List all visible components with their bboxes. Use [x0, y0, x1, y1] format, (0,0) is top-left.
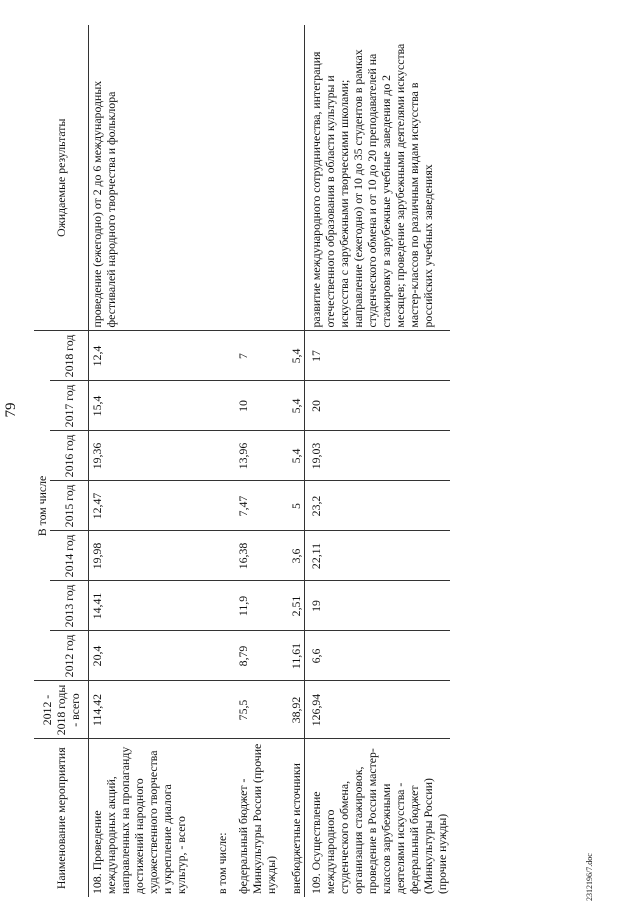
row-year-value: 19,36	[89, 431, 210, 481]
row-year-value: 5,4	[279, 381, 305, 431]
row-year-value	[209, 431, 230, 481]
row-year-value	[209, 331, 230, 381]
table-row	[209, 25, 230, 897]
row-year-value: 22,11	[305, 531, 451, 581]
row-total: 38,92	[279, 681, 305, 739]
page-number: 79	[3, 402, 19, 418]
row-total: 114,42	[89, 681, 210, 739]
row-year-value: 2,51	[279, 581, 305, 631]
row-year-value: 20,4	[89, 631, 210, 681]
row-year-value: 13,96	[230, 431, 279, 481]
row-year-value: 19	[305, 581, 451, 631]
row-year-value: 11,9	[230, 581, 279, 631]
row-year-value: 7	[230, 331, 279, 381]
header-results: Ожидаемые результаты	[34, 25, 89, 331]
header-year: 2013 год	[50, 581, 89, 631]
row-total	[209, 681, 230, 739]
row-name: в том числе:	[215, 832, 229, 894]
row-year-value: 10	[230, 381, 279, 431]
row-year-value	[209, 581, 230, 631]
row-name: внебюджетные источники	[279, 739, 305, 897]
row-year-value: 6,6	[305, 631, 451, 681]
row-year-value: 19,03	[305, 431, 451, 481]
row-result	[279, 25, 305, 331]
row-name: 108. Проведение международных акций, направленных на пропаганду достижений народного художественного творчества и укрепление диалога культур, - всего	[90, 746, 188, 894]
row-name: 109. Осуществление международного студенческого обмена, организация стажировок, проведение в России мастер-классов зарубежными деятелями искусства - федеральный бюджет (Минкультуры России) (прочие нужды)	[309, 748, 449, 894]
row-total: 126,94	[305, 681, 451, 739]
table-row	[279, 25, 305, 897]
header-year: 2015 год	[50, 481, 89, 531]
row-year-value	[209, 631, 230, 681]
header-year: 2018 год	[50, 331, 89, 381]
row-year-value: 5,4	[279, 431, 305, 481]
row-year-value: 20	[305, 381, 451, 431]
table-row	[305, 25, 451, 897]
table-row	[89, 25, 210, 897]
header-year: 2016 год	[50, 431, 89, 481]
row-total: 75,5	[230, 681, 279, 739]
row-year-value: 19,98	[89, 531, 210, 581]
row-year-value: 8,79	[230, 631, 279, 681]
row-year-value: 12,47	[89, 481, 210, 531]
row-year-value: 23,2	[305, 481, 451, 531]
header-in-that: В том числе	[34, 331, 50, 681]
header-row-1	[34, 25, 50, 897]
header-total: 2012 - 2018 годы - всего	[34, 681, 89, 739]
header-year: 2014 год	[50, 531, 89, 581]
row-result: проведение (ежегодно) от 2 до 6 международных фестивалей народного творчества и фольклора	[89, 25, 210, 331]
table-row	[230, 25, 279, 897]
row-year-value: 5	[279, 481, 305, 531]
header-year: 2012 год	[50, 631, 89, 681]
row-year-value	[209, 481, 230, 531]
row-year-value	[209, 531, 230, 581]
row-year-value: 16,38	[230, 531, 279, 581]
row-year-value: 11,61	[279, 631, 305, 681]
doc-id: 2312196/7.doc	[585, 853, 594, 901]
row-result	[209, 25, 230, 331]
row-year-value: 17	[305, 331, 451, 381]
row-year-value	[209, 381, 230, 431]
measures-table	[34, 25, 450, 897]
header-name: Наименование мероприятия	[34, 739, 89, 897]
row-year-value: 5,4	[279, 331, 305, 381]
row-year-value: 12,4	[89, 331, 210, 381]
row-year-value: 15,4	[89, 381, 210, 431]
row-year-value: 7,47	[230, 481, 279, 531]
row-result: развитие международного сотрудничества, интеграция отечественного образования в области культуры и искусства с зарубежными творческими школами; направление (ежегодно) от 10 до 35 студентов в рамках студенческого обмена и от 10 до 20 преподавателей на стажировку в зарубежные учебные заведения до 2 месяцев; проведение зарубежными деятелями искусства мастер-классов по различным видам искусства в российских учебных заведениях	[305, 25, 451, 331]
row-year-value: 3,6	[279, 531, 305, 581]
row-result	[230, 25, 279, 331]
row-name: федеральный бюджет - Минкультуры России (прочие нужды)	[236, 743, 278, 894]
row-year-value: 14,41	[89, 581, 210, 631]
header-year: 2017 год	[50, 381, 89, 431]
